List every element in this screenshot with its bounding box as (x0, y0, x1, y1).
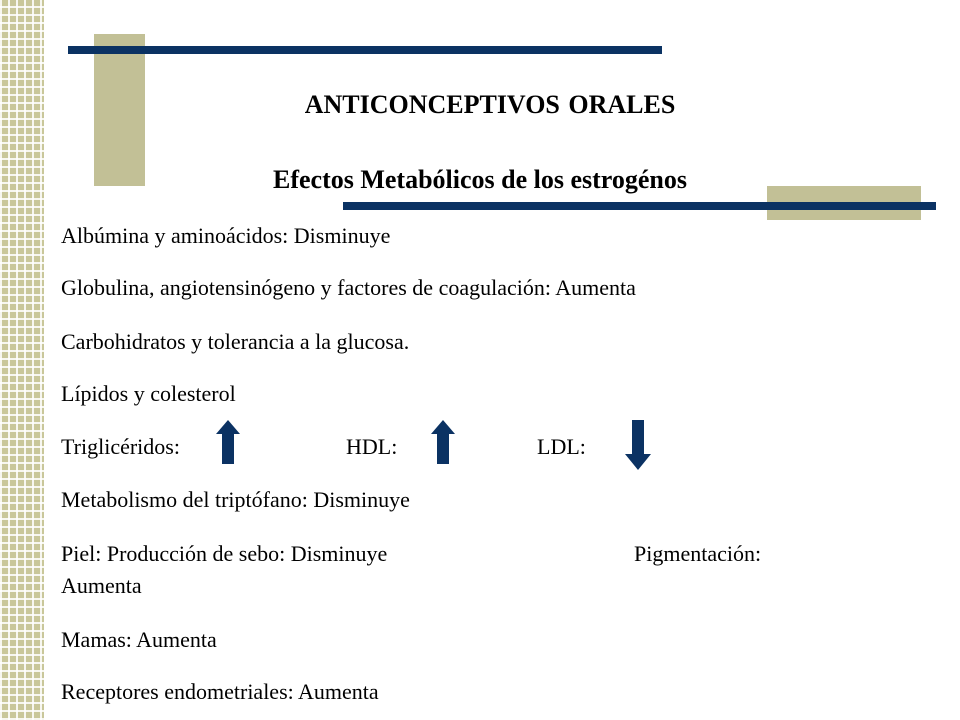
item-receptores: Receptores endometriales: Aumenta (61, 679, 379, 704)
slide-subtitle: Efectos Metabólicos de los estrogénos (272, 165, 687, 194)
up-arrow-icon (216, 420, 240, 464)
item-albumina: Albúmina y aminoácidos: Disminuye (61, 223, 391, 248)
item-ldl-label: LDL: (537, 434, 586, 459)
down-arrow-icon (625, 420, 651, 470)
slide-title: ANTICONCEPTIVOS ORALES (304, 90, 676, 119)
decorative-navy-bar-top (68, 46, 662, 54)
item-globulina: Globulina, angiotensinógeno y factores de coagulación: Aumenta (61, 275, 636, 300)
item-triptofano: Metabolismo del triptófano: Disminuye (61, 487, 410, 512)
item-pigmentacion-label: Pigmentación: (634, 541, 762, 566)
item-hdl-label: HDL: (346, 434, 398, 459)
item-carbohidratos: Carbohidratos y tolerancia a la glucosa. (61, 329, 410, 354)
decorative-navy-bar-middle (343, 202, 936, 210)
item-piel: Piel: Producción de sebo: Disminuye (61, 541, 388, 566)
item-trigliceridos-label: Triglicéridos: (61, 434, 180, 459)
up-arrow-icon (431, 420, 455, 464)
item-lipidos: Lípidos y colesterol (61, 381, 236, 406)
item-mamas: Mamas: Aumenta (61, 627, 217, 652)
item-pigmentacion-value: Aumenta (61, 573, 142, 598)
